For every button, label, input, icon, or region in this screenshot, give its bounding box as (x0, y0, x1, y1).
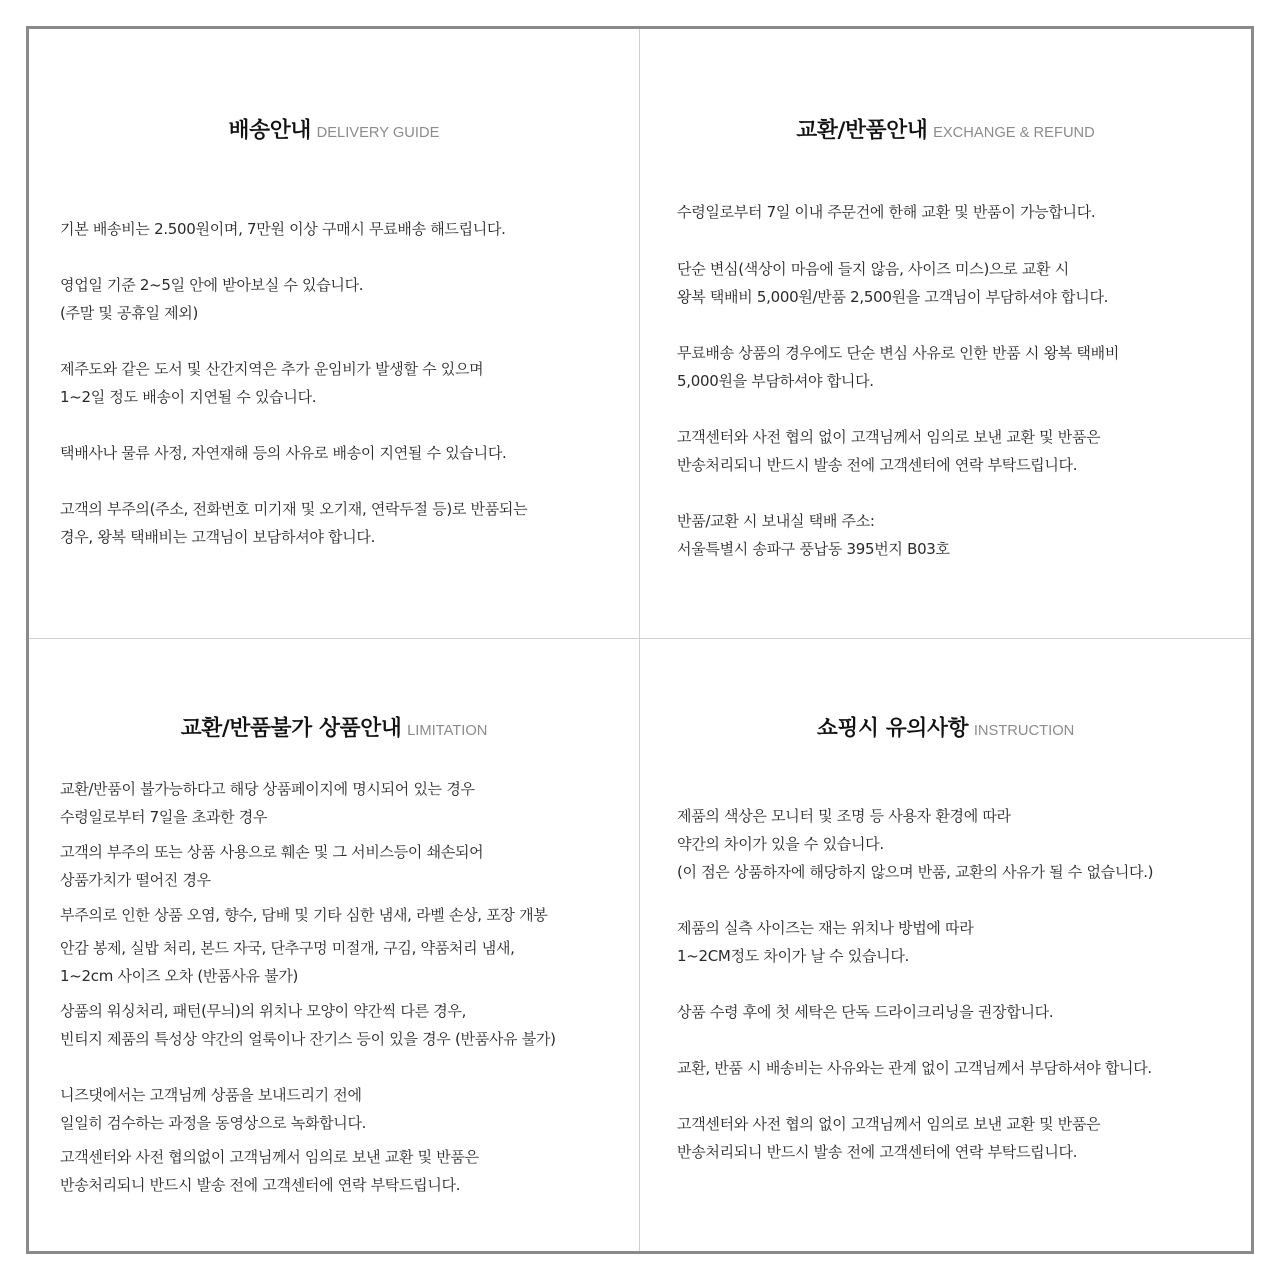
delivery-line: 제주도와 같은 도서 및 산간지역은 추가 운임비가 발생할 수 있으며 (60, 360, 484, 378)
instruction-line: (이 점은 상품하자에 해당하지 않으며 반품, 교환의 사유가 될 수 없습니다.) (677, 863, 1154, 881)
limitation-line: 상품가치가 떨어진 경우 (60, 871, 211, 889)
limitation-line: 일일히 검수하는 과정을 동영상으로 녹화합니다. (60, 1114, 367, 1132)
delivery-line: 기본 배송비는 2.500원이며, 7만원 이상 구매시 무료배송 해드립니다. (60, 220, 506, 238)
limitation-line: 반송처리되니 반드시 발송 전에 고객센터에 연락 부탁드립니다. (60, 1176, 461, 1194)
delivery-line: 고객의 부주의(주소, 전화번호 미기재 및 오기재, 연락두절 등)로 반품되는 (60, 500, 528, 518)
limitation-line: 1~2cm 사이즈 오차 (반품사유 불가) (60, 967, 299, 985)
limitation-line: 고객의 부주의 또는 상품 사용으로 훼손 및 그 서비스등이 쇄손되어 (60, 843, 484, 861)
delivery-line: 경우, 왕복 택배비는 고객님이 보담하셔야 합니다. (60, 528, 376, 546)
instruction-line: 고객센터와 사전 협의 없이 고객님께서 임의로 보낸 교환 및 반품은 (677, 1115, 1101, 1133)
delivery-line: 1~2일 정도 배송이 지연될 수 있습니다. (60, 388, 317, 406)
limitation-subtitle: LIMITATION (407, 722, 488, 739)
delivery-guide-panel (29, 29, 639, 638)
limitation-title: 교환/반품불가 상품안내 (180, 715, 402, 741)
exchange-refund-heading (732, 112, 1160, 144)
limitation-line: 안감 봉제, 실밥 처리, 본드 자국, 단추구멍 미절개, 구김, 약품처리 냄새, (60, 939, 515, 957)
exchange-line: 고객센터와 사전 협의 없이 고객님께서 임의로 보낸 교환 및 반품은 (677, 428, 1101, 446)
exchange-line: 수령일로부터 7일 이내 주문건에 한해 교환 및 반품이 가능합니다. (677, 203, 1096, 221)
exchange-line: 왕복 택배비 5,000원/반품 2,500원을 고객님이 부담하셔야 합니다. (677, 288, 1109, 306)
delivery-guide-title: 배송안내 (228, 117, 312, 143)
delivery-line: 영업일 기준 2~5일 안에 받아보실 수 있습니다. (60, 276, 364, 294)
limitation-line: 상품의 워싱처리, 패턴(무늬)의 위치나 모양이 약간씩 다른 경우, (60, 1002, 467, 1020)
instruction-line: 교환, 반품 시 배송비는 사유와는 관계 없이 고객님께서 부담하셔야 합니다. (677, 1059, 1152, 1077)
limitation-line: 수령일로부터 7일을 초과한 경우 (60, 808, 268, 826)
instruction-line: 1~2CM정도 차이가 날 수 있습니다. (677, 947, 910, 965)
exchange-line: 서울특별시 송파구 풍납동 395번지 B03호 (677, 540, 950, 558)
exchange-line: 5,000원을 부담하셔야 합니다. (677, 372, 874, 390)
limitation-line: 교환/반품이 불가능하다고 해당 상품페이지에 명시되어 있는 경우 (60, 780, 475, 798)
instruction-line: 제품의 색상은 모니터 및 조명 등 사용자 환경에 따라 (677, 807, 1011, 825)
exchange-line: 무료배송 상품의 경우에도 단순 변심 사유로 인한 반품 시 왕복 택배비 (677, 344, 1120, 362)
instruction-line: 제품의 실측 사이즈는 재는 위치나 방법에 따라 (677, 919, 974, 937)
instruction-subtitle: INSTRUCTION (973, 722, 1075, 739)
limitation-heading (121, 710, 548, 742)
instruction-line: 반송처리되니 반드시 발송 전에 고객센터에 연락 부탁드립니다. (677, 1143, 1078, 1161)
limitation-panel (29, 639, 639, 1248)
delivery-line: 택배사나 물류 사정, 자연재해 등의 사유로 배송이 지연될 수 있습니다. (60, 444, 507, 462)
exchange-refund-title: 교환/반품안내 (796, 117, 928, 143)
delivery-guide-subtitle: DELIVERY GUIDE (316, 124, 440, 141)
exchange-refund-panel (640, 29, 1251, 638)
exchange-line: 반송처리되니 반드시 발송 전에 고객센터에 연락 부탁드립니다. (677, 456, 1078, 474)
limitation-line: 부주의로 인한 상품 오염, 향수, 담배 및 기타 심한 냄새, 라벨 손상, 포장 개봉 (60, 906, 548, 924)
instruction-heading (732, 710, 1160, 742)
limitation-line: 고객센터와 사전 협의없이 고객님께서 임의로 보낸 교환 및 반품은 (60, 1148, 479, 1166)
exchange-refund-subtitle: EXCHANGE & REFUND (933, 124, 1095, 141)
instruction-line: 약간의 차이가 있을 수 있습니다. (677, 835, 884, 853)
instruction-line: 상품 수령 후에 첫 세탁은 단독 드라이크리닝을 권장합니다. (677, 1003, 1054, 1021)
limitation-line: 빈티지 제품의 특성상 약간의 얼룩이나 잔기스 등이 있을 경우 (반품사유 불가) (60, 1030, 556, 1048)
instruction-title: 쇼핑시 유의사항 (816, 715, 969, 741)
exchange-line: 반품/교환 시 보내실 택배 주소: (677, 512, 875, 530)
limitation-line: 니즈댓에서는 고객님께 상품을 보내드리기 전에 (60, 1086, 362, 1104)
delivery-line: (주말 및 공휴일 제외) (60, 304, 199, 322)
exchange-line: 단순 변심(색상이 마음에 들지 않음, 사이즈 미스)으로 교환 시 (677, 260, 1069, 278)
instruction-panel (640, 639, 1251, 1248)
delivery-guide-heading (121, 112, 548, 144)
